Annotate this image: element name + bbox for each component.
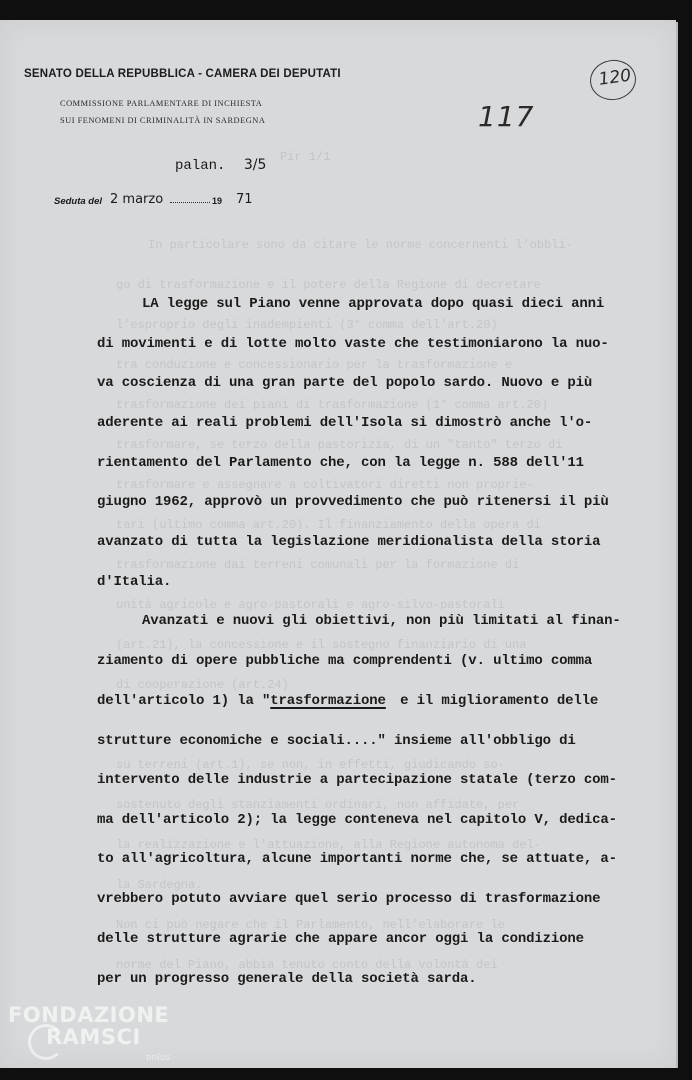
header-title: SENATO DELLA REPUBBLICA - CAMERA DEI DEPUTATI: [24, 68, 341, 80]
session-year-suffix: 71: [236, 192, 253, 207]
body-line: delle strutture agrarie che appare ancor oggi la condizione: [97, 931, 584, 947]
body-line: giugno 1962, approvò un provvedimento che può ritenersi il più: [97, 494, 609, 510]
body-line: per un progresso generale della società sarda.: [97, 971, 477, 987]
body-line-suffix: e il miglioramento delle: [400, 693, 599, 709]
session-date: [54, 192, 253, 207]
body-line: d'Italia.: [97, 574, 172, 590]
watermark-logo-line3: onlus: [146, 1053, 171, 1063]
body-line: intervento delle industrie a partecipazione statale (terzo com-: [97, 772, 617, 788]
session-dotted-line: [170, 202, 210, 203]
body-line-with-underline: [97, 693, 598, 709]
page-edge: [676, 22, 678, 1068]
body-line: avanzato di tutta la legislazione meridionalista della storia: [97, 534, 601, 550]
reference-code: [175, 157, 266, 174]
session-label: Seduta del: [54, 196, 103, 207]
body-line: Avanzati e nuovi gli obiettivi, non più limitati al finan-: [142, 613, 621, 629]
watermark-logo-line1: FONDAZIONE: [8, 1003, 170, 1027]
body-line: rientamento del Parlamento che, con la legge n. 588 dell'11: [97, 455, 584, 471]
circled-number-text: 120: [597, 65, 633, 90]
body-line: ziamento di opere pubbliche ma comprendenti (v. ultimo comma: [97, 653, 593, 669]
session-year-prefix: 19: [212, 196, 223, 206]
underlined-word: trasformazione: [270, 693, 386, 709]
body-line: ma dell'articolo 2); la legge conteneva nel capitolo V, dedica-: [97, 812, 617, 828]
session-day-month: 2 marzo: [110, 192, 164, 207]
body-line-gap: [386, 693, 394, 709]
body-line: aderente ai reali problemi dell'Isola si dimostrò anche l'o-: [97, 415, 593, 431]
body-line: to all'agricoltura, alcune importanti norme che, se attuate, a-: [97, 851, 617, 867]
reference-label: palan.: [175, 158, 226, 174]
reference-number: 3/5: [243, 157, 267, 173]
body-line-prefix: dell'articolo 1) la ": [97, 693, 271, 709]
body-line: vrebbero potuto avviare quel serio processo di trasformazione: [97, 891, 601, 907]
commission-line-1: COMMISSIONE PARLAMENTARE DI INCHIESTA: [60, 99, 263, 108]
body-line: di movimenti e di lotte molto vaste che testimoniarono la nuo-: [97, 336, 609, 352]
commission-line-2: SUI FENOMENI DI CRIMINALITÀ IN SARDEGNA: [60, 116, 266, 125]
body-line: va coscienza di una gran parte del popolo sardo. Nuovo e più: [97, 375, 593, 391]
body-line: strutture economiche e sociali...." insieme all'obbligo di: [97, 733, 576, 749]
body-line: LA legge sul Piano venne approvata dopo quasi dieci anni: [142, 296, 605, 312]
watermark-logo-line2: RAMSCI: [46, 1025, 141, 1049]
handwritten-page-number: 117: [478, 100, 535, 133]
